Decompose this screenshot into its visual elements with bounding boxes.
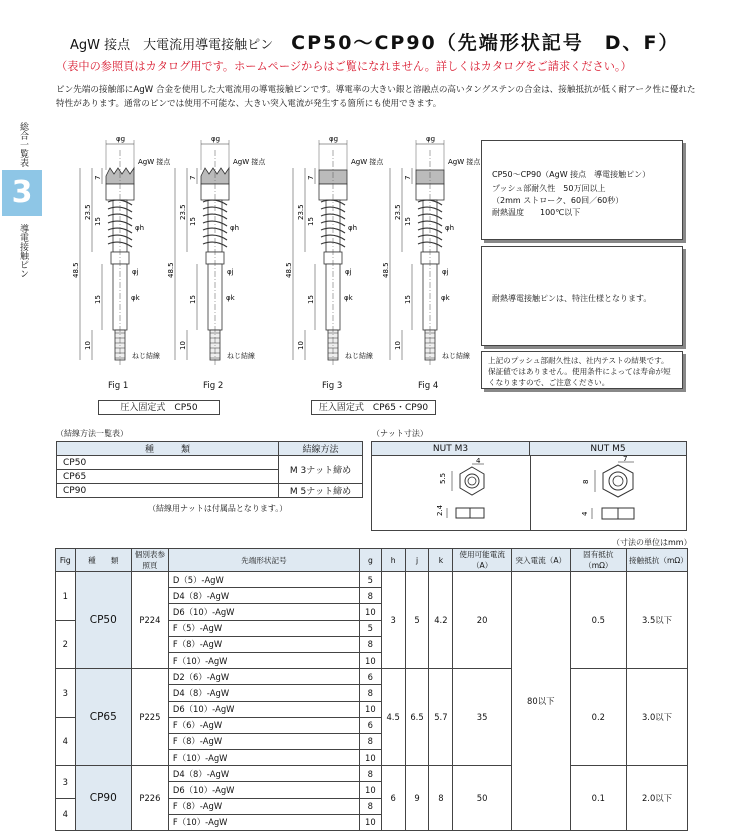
spec-col-header: 先端形状記号 <box>168 549 359 572</box>
svg-text:15: 15 <box>189 295 197 304</box>
g-cell: 6 <box>360 717 382 733</box>
wiring-type-cell: CP90 <box>57 484 279 498</box>
warranty-text: 上記のプッシュ部耐久性は、社内テストの結果です。保証値ではありません。使用条件によっては寿命が短くなりますので、ご注意ください。 <box>488 356 671 387</box>
svg-text:φk: φk <box>226 294 235 302</box>
title-main: CP50～CP90（先端形状記号 D、F） <box>291 32 680 54</box>
svg-text:7: 7 <box>94 175 102 180</box>
svg-text:15: 15 <box>307 295 315 304</box>
fig-cell: 1 <box>56 572 76 621</box>
svg-text:7: 7 <box>307 175 315 180</box>
g-cell: 8 <box>360 636 382 652</box>
tip-code-cell: F（10）-AgW <box>168 814 359 830</box>
g-cell: 10 <box>360 604 382 620</box>
svg-text:23.5: 23.5 <box>84 204 92 220</box>
svg-text:φh: φh <box>445 224 455 232</box>
svg-text:φj: φj <box>345 268 352 276</box>
model-cell: CP50 <box>75 572 131 669</box>
svg-text:48.5: 48.5 <box>167 262 175 278</box>
wiring-note: （結線用ナットは付属品となります。） <box>148 504 288 513</box>
svg-text:AgW 接点: AgW 接点 <box>233 158 266 166</box>
g-cell: 10 <box>360 652 382 668</box>
svg-text:ねじ結線: ねじ結線 <box>132 352 160 360</box>
svg-text:15: 15 <box>94 295 102 304</box>
j-cell: 9 <box>405 766 429 831</box>
wiring-col-type: 種 類 <box>57 442 279 456</box>
svg-text:φg: φg <box>329 135 339 143</box>
info-box-warranty <box>481 351 683 389</box>
special-order-text: 耐熱導電接触ピンは、特注仕様となります。 <box>492 294 652 303</box>
tip-code-cell: F（8）-AgW <box>168 733 359 749</box>
spec-col-header: 使用可能電流（A） <box>453 549 512 572</box>
spec-col-header: j <box>405 549 429 572</box>
g-cell: 5 <box>360 620 382 636</box>
svg-text:15: 15 <box>307 217 315 226</box>
intro-text: ピン先端の接触部にAgW 合金を使用した大電流用の導電接触ピンです。導電率の大きい銀と溶融点の高いタングステンの合金は、接触抵抗が低く耐アーク性に優れた特性があります。通常のピンでは使用不可能な、大きい突入電流が発生する箇所にも使用できます。 <box>56 85 696 109</box>
nut-box <box>371 441 687 531</box>
spec-col-header: 個別表参照頁 <box>131 549 168 572</box>
g-cell: 8 <box>360 798 382 814</box>
wiring-type-cell: CP50 <box>57 456 279 470</box>
k-cell: 4.2 <box>429 572 453 669</box>
nut-m3-across: 5.5 <box>439 472 447 484</box>
svg-text:23.5: 23.5 <box>297 204 305 220</box>
nut-m5-thick: 4 <box>581 511 589 516</box>
h-cell: 4.5 <box>381 669 405 766</box>
g-cell: 8 <box>360 733 382 749</box>
fig-cell: 4 <box>56 717 76 766</box>
svg-text:15: 15 <box>404 217 412 226</box>
fig-label-1: Fig 1 <box>108 381 129 391</box>
svg-text:48.5: 48.5 <box>285 262 293 278</box>
g-cell: 5 <box>360 572 382 588</box>
svg-text:ねじ結線: ねじ結線 <box>227 352 255 360</box>
svg-text:φk: φk <box>131 294 140 302</box>
nut-m3-header: NUT M3 <box>372 442 530 456</box>
page-ref-cell: P224 <box>131 572 168 669</box>
wiring-method-cell: M 3ナット締め <box>279 456 363 484</box>
spec-col-header: k <box>429 549 453 572</box>
nut-drawings <box>372 456 688 531</box>
catalog-note: （表中の参照頁はカタログ用です。ホームページからはご覧になれません。詳しくはカタログをご請求ください。） <box>56 60 632 73</box>
section-number-badge: 3 <box>2 170 42 216</box>
k-cell: 8 <box>429 766 453 831</box>
spec-col-header: 突入電流（A） <box>511 549 570 572</box>
svg-text:48.5: 48.5 <box>72 262 80 278</box>
caption-cp50: 圧入固定式 CP50 <box>98 400 220 415</box>
tip-code-cell: D（5）-AgW <box>168 572 359 588</box>
tip-code-cell: D4（8）-AgW <box>168 766 359 782</box>
svg-text:φg: φg <box>116 135 126 143</box>
nut-m3-thick: 2.4 <box>436 504 444 516</box>
svg-text:φh: φh <box>230 224 240 232</box>
model-cell: CP90 <box>75 766 131 831</box>
svg-text:AgW 接点: AgW 接点 <box>351 158 384 166</box>
j-cell: 5 <box>405 572 429 669</box>
wiring-col-method: 結線方法 <box>279 442 363 456</box>
nut-m5-drawing <box>592 462 634 519</box>
svg-text:φj: φj <box>227 268 234 276</box>
svg-text:AgW 接点: AgW 接点 <box>448 158 481 166</box>
tip-code-cell: F（6）-AgW <box>168 717 359 733</box>
svg-text:φk: φk <box>441 294 450 302</box>
svg-text:10: 10 <box>394 341 402 350</box>
svg-text:φh: φh <box>348 224 358 232</box>
spec-col-header: Fig <box>56 549 76 572</box>
table-row <box>57 456 363 470</box>
svg-text:15: 15 <box>189 217 197 226</box>
tip-code-cell: D6（10）-AgW <box>168 701 359 717</box>
fig-cell: 2 <box>56 620 76 669</box>
info-line-2: プッシュ部耐久性 50万回以上 <box>492 184 606 193</box>
svg-text:10: 10 <box>179 341 187 350</box>
h-cell: 3 <box>381 572 405 669</box>
svg-text:AgW 接点: AgW 接点 <box>138 158 171 166</box>
wiring-header-row <box>57 442 363 456</box>
tip-code-cell: F（10）-AgW <box>168 652 359 668</box>
nut-m3-width: 4 <box>476 457 481 465</box>
g-cell: 10 <box>360 701 382 717</box>
wiring-table <box>56 441 363 498</box>
tip-code-cell: F（8）-AgW <box>168 798 359 814</box>
table-row <box>57 484 363 498</box>
svg-text:φh: φh <box>135 224 145 232</box>
svg-text:15: 15 <box>404 295 412 304</box>
j-cell: 6.5 <box>405 669 429 766</box>
svg-text:φg: φg <box>426 135 436 143</box>
fig-label-3: Fig 3 <box>322 381 343 391</box>
tip-code-cell: F（8）-AgW <box>168 636 359 652</box>
spec-table <box>55 548 688 831</box>
fig-cell: 3 <box>56 669 76 718</box>
svg-text:φk: φk <box>344 294 353 302</box>
svg-text:φj: φj <box>132 268 139 276</box>
spec-header-row <box>56 549 688 572</box>
inrush-cell: 80以下 <box>511 572 570 831</box>
current-cell: 20 <box>453 572 512 669</box>
current-cell: 35 <box>453 669 512 766</box>
svg-text:ねじ結線: ねじ結線 <box>345 352 373 360</box>
k-cell: 5.7 <box>429 669 453 766</box>
info-box-special-order <box>481 246 683 346</box>
spec-col-header: 種 類 <box>75 549 131 572</box>
page-ref-cell: P226 <box>131 766 168 831</box>
spec-col-header: 接触抵抗（mΩ） <box>627 549 688 572</box>
info-line-3: （2mm ストローク、60回／60秒） <box>492 196 624 205</box>
svg-text:10: 10 <box>84 341 92 350</box>
nut-heading: （ナット寸法） <box>372 429 428 438</box>
wiring-heading: （結線方法一覧表） <box>56 429 128 438</box>
svg-text:7: 7 <box>404 175 412 180</box>
pin-figures-drawing <box>50 128 481 398</box>
model-cell: CP65 <box>75 669 131 766</box>
g-cell: 8 <box>360 766 382 782</box>
spec-col-header: h <box>381 549 405 572</box>
h-cell: 6 <box>381 766 405 831</box>
tip-code-cell: F（10）-AgW <box>168 750 359 766</box>
g-cell: 10 <box>360 750 382 766</box>
contact-resistance-cell: 3.5以下 <box>627 572 688 669</box>
info-line-4: 耐熱温度 100℃以下 <box>492 208 581 217</box>
title-prefix: AgW 接点 大電流用導電接触ピン <box>70 38 274 53</box>
g-cell: 10 <box>360 814 382 830</box>
g-cell: 8 <box>360 685 382 701</box>
svg-text:10: 10 <box>297 341 305 350</box>
page-ref-cell: P225 <box>131 669 168 766</box>
wiring-type-cell: CP65 <box>57 470 279 484</box>
nut-m5-width: 7 <box>623 455 628 463</box>
tip-code-cell: D6（10）-AgW <box>168 782 359 798</box>
table-row <box>56 572 688 588</box>
spec-col-header: 固有抵抗（mΩ） <box>570 549 626 572</box>
unit-note: （寸法の単位はmm） <box>612 538 692 547</box>
svg-text:23.5: 23.5 <box>179 204 187 220</box>
tip-code-cell: D4（8）-AgW <box>168 685 359 701</box>
caption-cp65-cp90: 圧入固定式 CP65・CP90 <box>311 400 436 415</box>
svg-text:7: 7 <box>189 175 197 180</box>
fig-label-2: Fig 2 <box>203 381 224 391</box>
svg-text:ねじ結線: ねじ結線 <box>442 352 470 360</box>
resistance-cell: 0.2 <box>570 669 626 766</box>
tip-code-cell: F（5）-AgW <box>168 620 359 636</box>
sidebar-bottom-label: 導電接触ピン <box>18 224 28 278</box>
svg-text:23.5: 23.5 <box>394 204 402 220</box>
fig-label-4: Fig 4 <box>418 381 439 391</box>
table-row <box>56 766 688 782</box>
nut-m3-drawing <box>447 464 484 518</box>
page-title <box>70 28 680 55</box>
current-cell: 50 <box>453 766 512 831</box>
nut-m5-header: NUT M5 <box>530 442 686 456</box>
nut-m5-across: 8 <box>582 479 590 484</box>
info-box-durability <box>481 140 683 240</box>
fig-cell: 4 <box>56 798 76 830</box>
g-cell: 8 <box>360 588 382 604</box>
svg-text:15: 15 <box>94 217 102 226</box>
table-row <box>56 669 688 685</box>
g-cell: 10 <box>360 782 382 798</box>
svg-text:φj: φj <box>442 268 449 276</box>
tip-code-cell: D6（10）-AgW <box>168 604 359 620</box>
tip-code-cell: D2（6）-AgW <box>168 669 359 685</box>
svg-text:48.5: 48.5 <box>382 262 390 278</box>
resistance-cell: 0.5 <box>570 572 626 669</box>
contact-resistance-cell: 3.0以下 <box>627 669 688 766</box>
tip-code-cell: D4（8）-AgW <box>168 588 359 604</box>
svg-text:φg: φg <box>211 135 221 143</box>
resistance-cell: 0.1 <box>570 766 626 831</box>
info-line-1: CP50～CP90（AgW 接点 導電接触ピン） <box>492 170 651 179</box>
spec-col-header: g <box>360 549 382 572</box>
wiring-method-cell: M 5ナット締め <box>279 484 363 498</box>
contact-resistance-cell: 2.0以下 <box>627 766 688 831</box>
fig-cell: 3 <box>56 766 76 798</box>
sidebar-top-label[interactable]: 総合一覧表 <box>18 122 28 167</box>
g-cell: 6 <box>360 669 382 685</box>
